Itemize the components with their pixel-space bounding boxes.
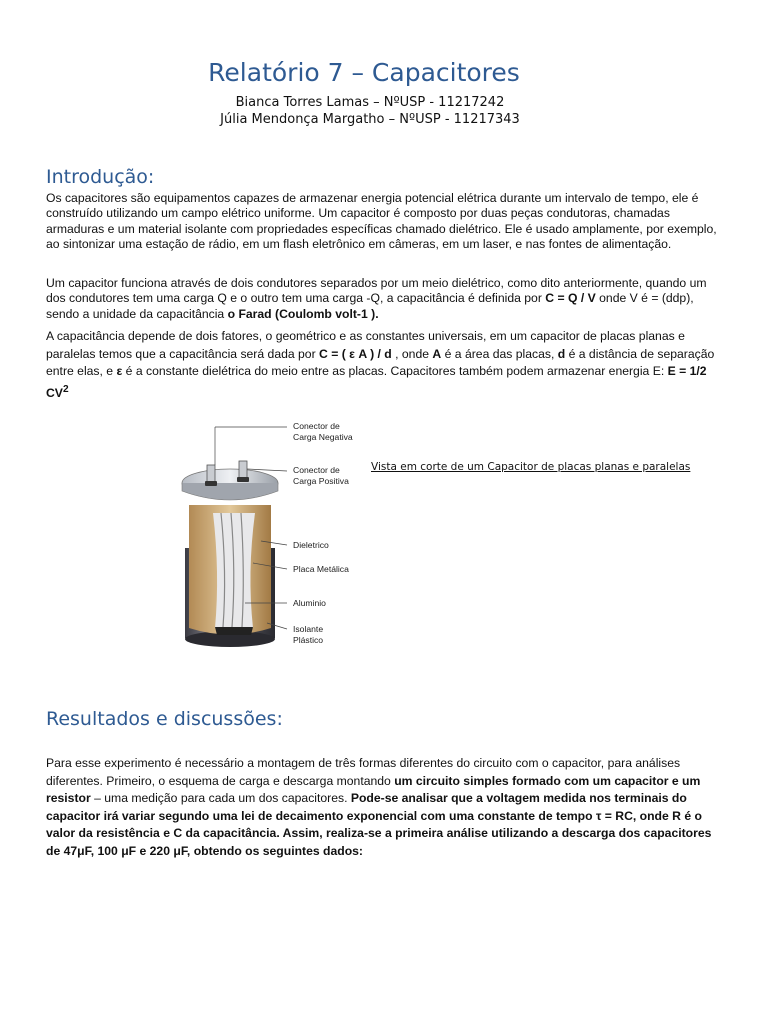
energy-formula: E = 1/2 $CV^2$ [46, 364, 707, 400]
figure-caption: Vista em corte de um Capacitor de placas planas e paralelas [371, 461, 691, 473]
label-metal-plate: Placa Metálica [293, 564, 349, 574]
capacitor-cutaway-figure [175, 413, 375, 658]
label-insulator-2: Plástico [293, 635, 324, 645]
label-positive-connector-1: Conector de [293, 465, 340, 475]
label-insulator-1: Isolante [293, 624, 324, 634]
author-line-1: Bianca Torres Lamas – NºUSP - 11217242 [235, 95, 505, 110]
label-dielectric: Dieletrico [293, 540, 329, 550]
label-negative-connector-2: Carga Negativa [293, 432, 353, 442]
intro-paragraph-1: Os capacitores são equipamentos capazes de armazenar energia potencial elétrica durante um intervalo de tempo, ele é construído utilizando um campo elétrico uniforme. Um capacitor é composto por duas peças condutoras, chamadas armaduras e um material isolante com propriedades específicas chamado dielétrico. Ele é usado amplamente, por exemplo, ao sintonizar uma estação de rádio, em um flash eletrônico em câmeras, em um laser, e nas fontes de alimentação. [46, 191, 717, 251]
plate-capacitance-formula: C = ( ε A ) / d [319, 346, 392, 361]
page-title: Relatório 7 – Capacitores [208, 58, 520, 87]
results-paragraph: Para esse experimento é necessário a montagem de três formas diferentes do circuito com o capacitor, para análises diferentes. Primeiro, o esquema de carga e descarga montando um circuito simples formado com um capacitor e um resistor – uma medição para cada um dos capacitores. Pode-se analisar que a voltagem medida nos terminais do capacitor irá variar segundo uma lei de decaimento exponencial com uma constante de tempo τ = RC, onde R é o valor da resistência e C da capacitância. Assim, realiza-se a primeira análise utilizando a descarga dos capacitores de 47μF, 100 μF e 220 μF, obtendo os seguintes dados: [46, 756, 712, 858]
unit-farad: o Farad (Coulomb volt-1 ). [227, 306, 379, 321]
label-aluminum: Aluminio [293, 598, 326, 608]
intro-heading: Introdução: [46, 166, 155, 188]
intro-paragraph-2: Um capacitor funciona através de dois condutores separados por um meio dielétrico, como dito anteriormente, quando um dos condutores tem uma carga Q e o outro tem uma carga -Q, a capacitância é definida por C = Q / V onde V é = (ddp), sendo a unidade da capacitância o Farad (Coulomb volt-1 ). [46, 276, 707, 321]
label-negative-connector-1: Conector de [293, 421, 340, 431]
label-positive-connector-2: Carga Positiva [293, 476, 349, 486]
author-line-2: Júlia Mendonça Margatho – NºUSP - 11217343 [220, 112, 520, 127]
capacitance-formula: C = Q / V [545, 291, 596, 306]
results-heading: Resultados e discussões: [46, 708, 283, 730]
intro-paragraph-3: A capacitância depende de dois fatores, o geométrico e as constantes universais, em um capacitor de placas planas e paralelas temos que a capacitância será dada por C = ( ε A ) / d , onde A é a área das placas, d é a distância de separação entre elas, e ε é a constante dielétrica do meio entre as placas. Capacitores também podem armazenar energia E: E = 1/2 $CV^2$ [46, 329, 715, 400]
